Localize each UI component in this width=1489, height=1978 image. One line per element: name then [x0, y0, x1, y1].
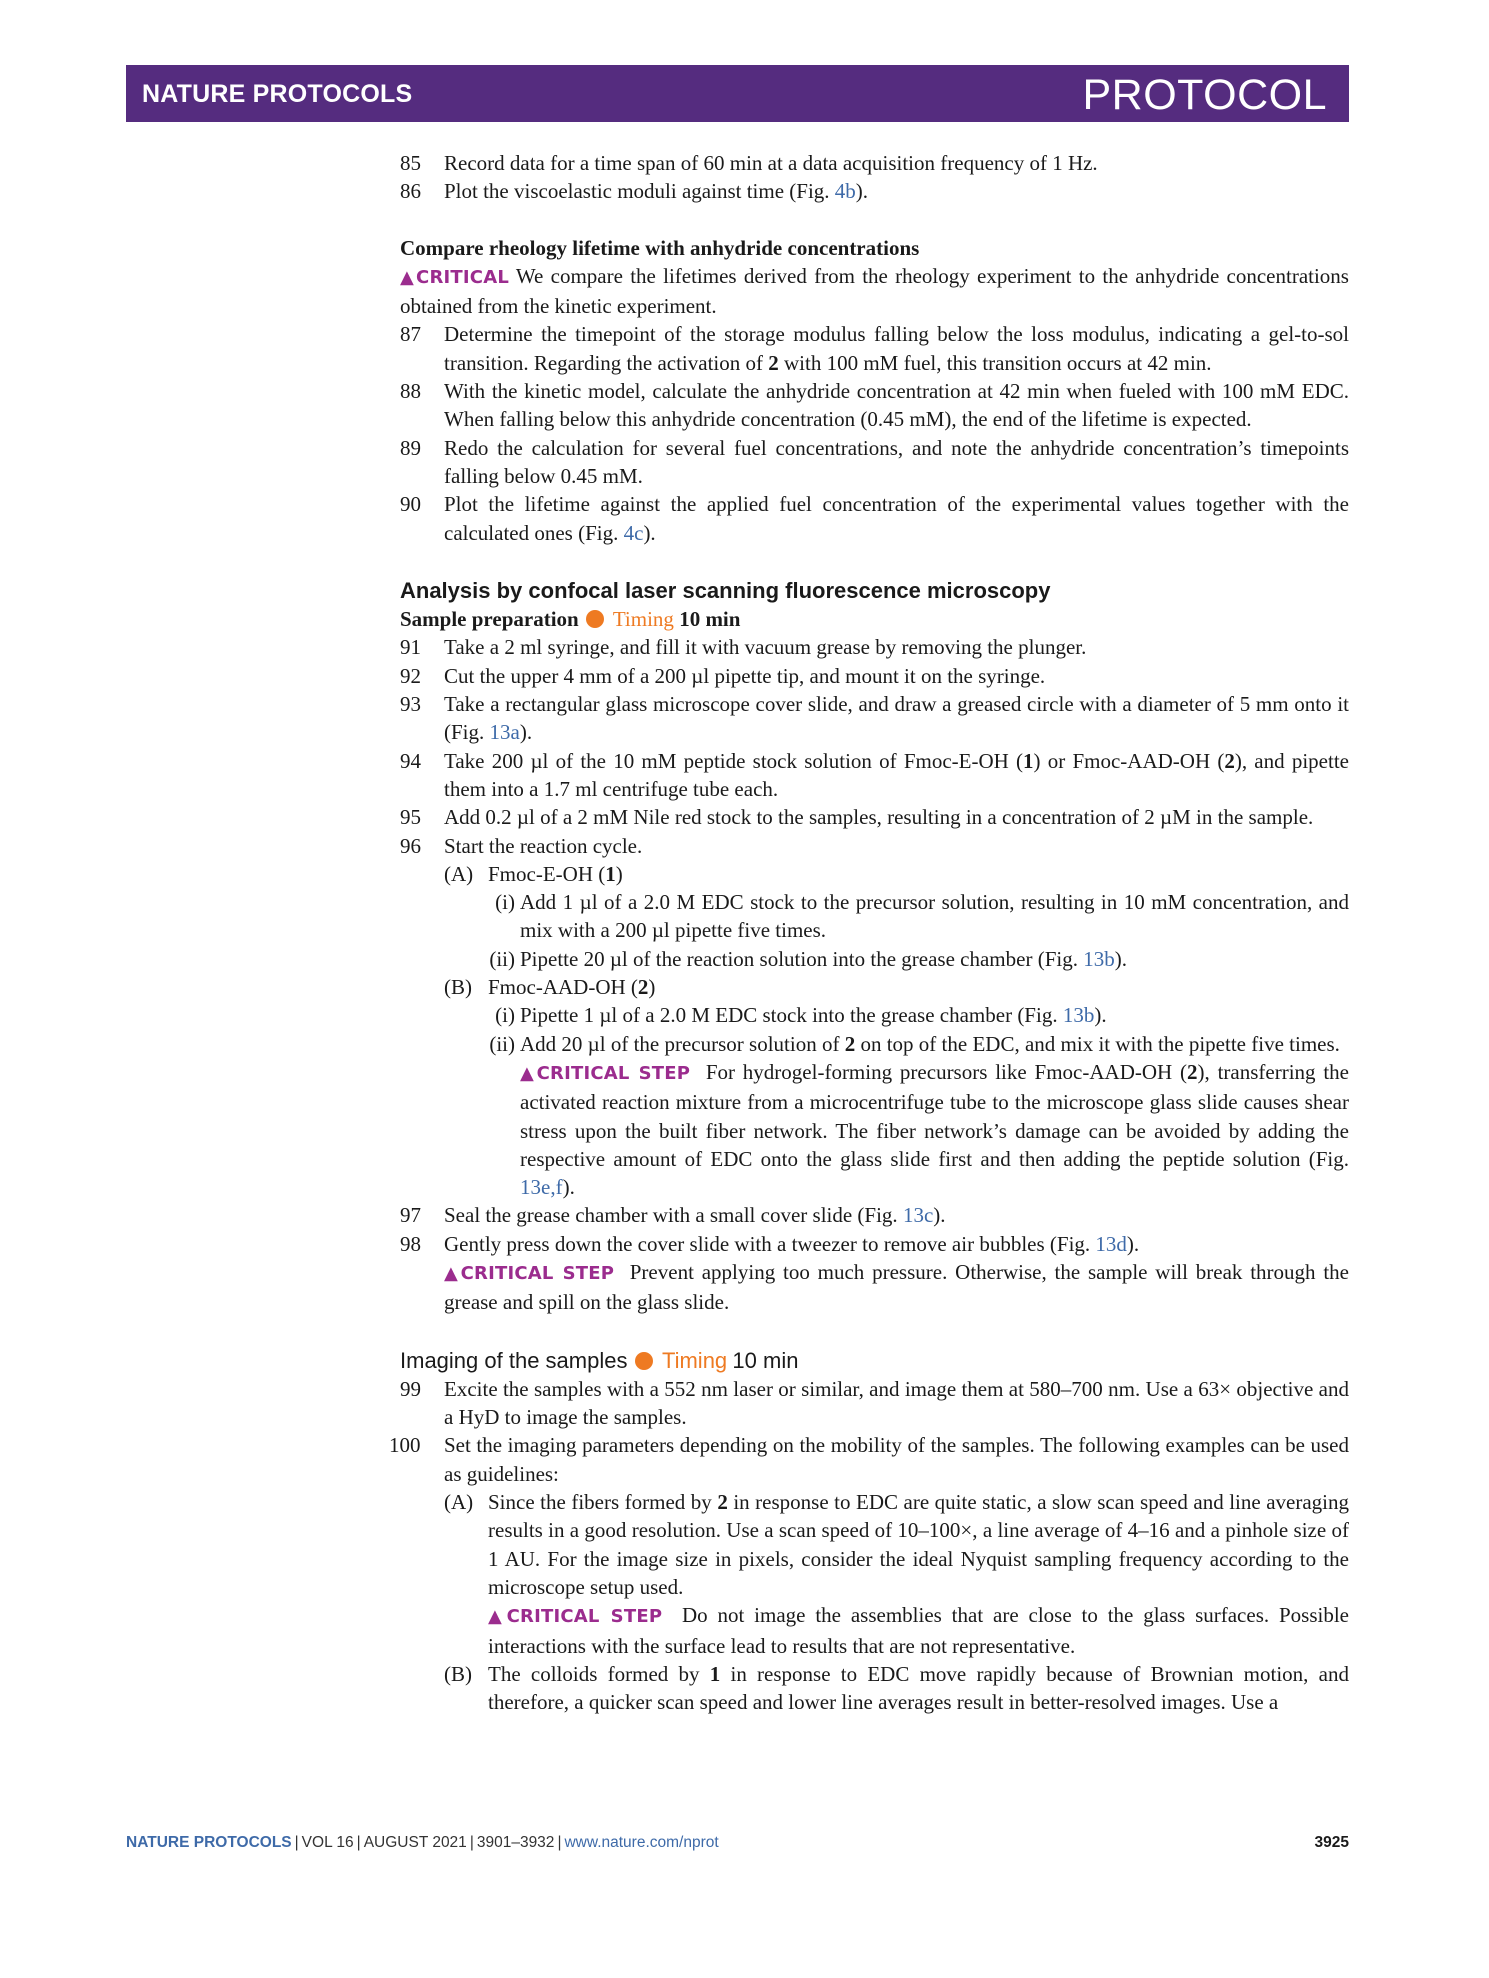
step-93: 93 Take a rectangular glass microscope cover slide, and draw a greased circle with a diameter of 5 mm onto it (Fig. 13a). — [400, 692, 1349, 745]
footer-date: AUGUST 2021 — [363, 1834, 467, 1851]
journal-name: NATURE PROTOCOLS — [142, 80, 413, 108]
footer-volume: VOL 16 — [301, 1834, 354, 1851]
step-87: 87 Determine the timepoint of the storage modulus falling below the loss modulus, indicating a gel-to-sol transition. Regarding the activation of 2 with 100 mM fuel, this transition occurs at 42 min. — [400, 322, 1349, 375]
step-99: 99 Excite the samples with a 552 nm laser or similar, and image them at 580–700 nm. Use a 63× objective and a HyD to image the samples. — [400, 1376, 1349, 1430]
step-number: 86 — [400, 179, 421, 204]
substep-96-b-i: (i) Pipette 1 µl of a 2.0 M EDC stock into the grease chamber (Fig. 13b). — [495, 1003, 1107, 1028]
timing-label: Timing — [661, 1347, 728, 1373]
step-88: 88 With the kinetic model, calculate the anhydride concentration at 42 min when fueled with 100 mM EDC. When falling below this anhydride concentration (0.45 mM), the end of the lifetime is expected. — [400, 379, 1349, 432]
step-97: 97 Seal the grease chamber with a small cover slide (Fig. 13c). — [400, 1201, 1349, 1229]
step-89: 89 Redo the calculation for several fuel concentrations, and note the anhydride concentration’s timepoints falling below 0.45 mM. — [400, 435, 1349, 488]
step-number: 94 — [400, 748, 421, 773]
figure-link[interactable]: 13c — [902, 1203, 934, 1228]
substep-96-b-ii: (ii) Add 20 µl of the precursor solution of 2 on top of the EDC, and mix it with the pipette five times. — [489, 1031, 1340, 1056]
subheading-sample-preparation: Sample preparation Timing 10 min — [400, 607, 741, 632]
critical-label: ▲CRITICAL — [400, 266, 510, 288]
timing-value: 10 min — [679, 607, 741, 632]
substep-96-b: (B) Fmoc-AAD-OH (2) — [444, 975, 656, 1000]
section-heading-imaging: Imaging of the samples Timing 10 min — [400, 1347, 799, 1373]
substep-96-a-ii: (ii) Pipette 20 µl of the reaction solution into the grease chamber (Fig. 13b). — [489, 946, 1127, 971]
critical-step-98: ▲CRITICAL STEP Prevent applying too much pressure. Otherwise, the sample will break through the grease and spill on the glass slide. — [444, 1259, 1349, 1315]
footer-pages: 3901–3932 — [476, 1834, 555, 1851]
step-number: 93 — [400, 692, 421, 717]
step-number: 90 — [400, 492, 421, 517]
step-number: 92 — [400, 663, 421, 688]
section-heading-confocal: Analysis by confocal laser scanning fluorescence microscopy — [400, 577, 1051, 603]
step-90: 90 Plot the lifetime against the applied fuel concentration of the experimental values together with the calculated ones (Fig. 4c). — [400, 492, 1349, 545]
step-number: 91 — [400, 635, 421, 660]
step-number: 89 — [400, 435, 421, 460]
figure-link[interactable]: 13e,f — [520, 1175, 563, 1200]
critical-label: ▲CRITICAL STEP — [520, 1062, 691, 1084]
timing-label: Timing — [612, 607, 674, 632]
step-94: 94 Take 200 µl of the 10 mM peptide stock solution of Fmoc-E-OH (1) or Fmoc-AAD-OH (2), and pipette them into a 1.7 ml centrifuge tube each. — [400, 748, 1349, 801]
step-96: 96 Start the reaction cycle. — [400, 832, 1349, 860]
critical-step-96: ▲CRITICAL STEP For hydrogel-forming precursors like Fmoc-AAD-OH (2), transferring the activated reaction mixture from a microcentrifuge tube to the microscope glass slide causes shear stress upon the built fiber network. The fiber network’s damage can be avoided by adding the respective amount of EDC onto the glass slide first and then adding the peptide solution (Fig. 13e,f). — [520, 1059, 1350, 1200]
figure-link[interactable]: 13a — [489, 720, 520, 745]
step-number: 99 — [400, 1376, 421, 1401]
step-number: 100 — [389, 1433, 421, 1458]
substep-100-b: (B) The colloids formed by 1 in response to EDC move rapidly because of Brownian motion, and therefore, a quicker scan speed and lower line averages result in better-resolved images. Use a — [444, 1661, 1349, 1715]
critical-step-100: ▲CRITICAL STEP Do not image the assemblies that are close to the glass surfaces. Possible interactions with the surface lead to results that are not representative. — [488, 1603, 1349, 1658]
step-number: 88 — [400, 379, 421, 404]
step-number: 85 — [400, 151, 421, 175]
figure-link[interactable]: 13b — [1083, 946, 1115, 971]
step-85 — [400, 149, 1349, 177]
step-100: 100 Set the imaging parameters depending on the mobility of the samples. The following examples can be used as guidelines: — [389, 1433, 1349, 1486]
step-text: Plot the viscoelastic moduli against time (Fig. — [444, 179, 835, 204]
step-98: 98 Gently press down the cover slide with a tweezer to remove air bubbles (Fig. 13d). — [400, 1230, 1349, 1258]
step-86: 86 Plot the viscoelastic moduli against time (Fig. 4b). — [400, 177, 1349, 205]
journal-header-bar — [126, 65, 1349, 122]
critical-label: ▲CRITICAL STEP — [444, 1262, 615, 1284]
article-type: PROTOCOL — [1082, 71, 1327, 119]
step-95: 95 Add 0.2 µl of a 2 mM Nile red stock to the samples, resulting in a concentration of 2 µM in the sample. — [400, 803, 1349, 831]
step-number: 87 — [400, 322, 421, 347]
page-footer: NATURE PROTOCOLS | VOL 16 | AUGUST 2021 | 3901–3932 | www.nature.com/nprot 3925 — [126, 1834, 1349, 1851]
timing-dot-icon — [586, 610, 604, 628]
step-number: 96 — [400, 833, 421, 858]
section-heading-compare: Compare rheology lifetime with anhydride concentrations — [400, 235, 920, 260]
step-number: 98 — [400, 1231, 421, 1256]
substep-100-a: (A) Since the fibers formed by 2 in response to EDC are quite static, a slow scan speed and line averaging results in a good resolution. Use a scan speed of 10–100×, a line average of 4–16 and a pinhole size of 1 AU. For the image size in pixels, consider the ideal Nyquist sampling frequency according to the microscope setup used. — [444, 1490, 1349, 1599]
page-number: 3925 — [1314, 1834, 1349, 1851]
figure-link[interactable]: 4b — [834, 179, 856, 204]
figure-link[interactable]: 13b — [1062, 1003, 1095, 1028]
figure-link[interactable]: 13d — [1095, 1231, 1127, 1256]
footer-journal: NATURE PROTOCOLS — [126, 1834, 292, 1851]
timing-dot-icon — [635, 1352, 653, 1370]
critical-note: ▲CRITICAL We compare the lifetimes derived from the rheology experiment to the anhydride concentrations obtained from the kinetic experiment. — [400, 263, 1349, 319]
timing-value: 10 min — [732, 1347, 799, 1373]
main-text — [389, 149, 1350, 1716]
footer-url-link[interactable]: www.nature.com/nprot — [564, 1834, 719, 1851]
substep-96-a: (A) Fmoc-E-OH (1) — [444, 861, 623, 886]
substep-96-a-i: (i) Add 1 µl of a 2.0 M EDC stock to the precursor solution, resulting in 10 mM concentration, and mix with a 200 µl pipette five times. — [495, 890, 1349, 943]
critical-label: ▲CRITICAL STEP — [488, 1606, 663, 1628]
step-91: 91 Take a 2 ml syringe, and fill it with vacuum grease by removing the plunger. — [400, 633, 1349, 661]
step-number: 95 — [400, 805, 421, 830]
step-text: Record data for a time span of 60 min at a data acquisition frequency of 1 Hz. — [444, 151, 1098, 175]
step-92: 92 Cut the upper 4 mm of a 200 µl pipette tip, and mount it on the syringe. — [400, 662, 1349, 690]
step-number: 97 — [400, 1203, 421, 1228]
figure-link[interactable]: 4c — [623, 520, 644, 545]
